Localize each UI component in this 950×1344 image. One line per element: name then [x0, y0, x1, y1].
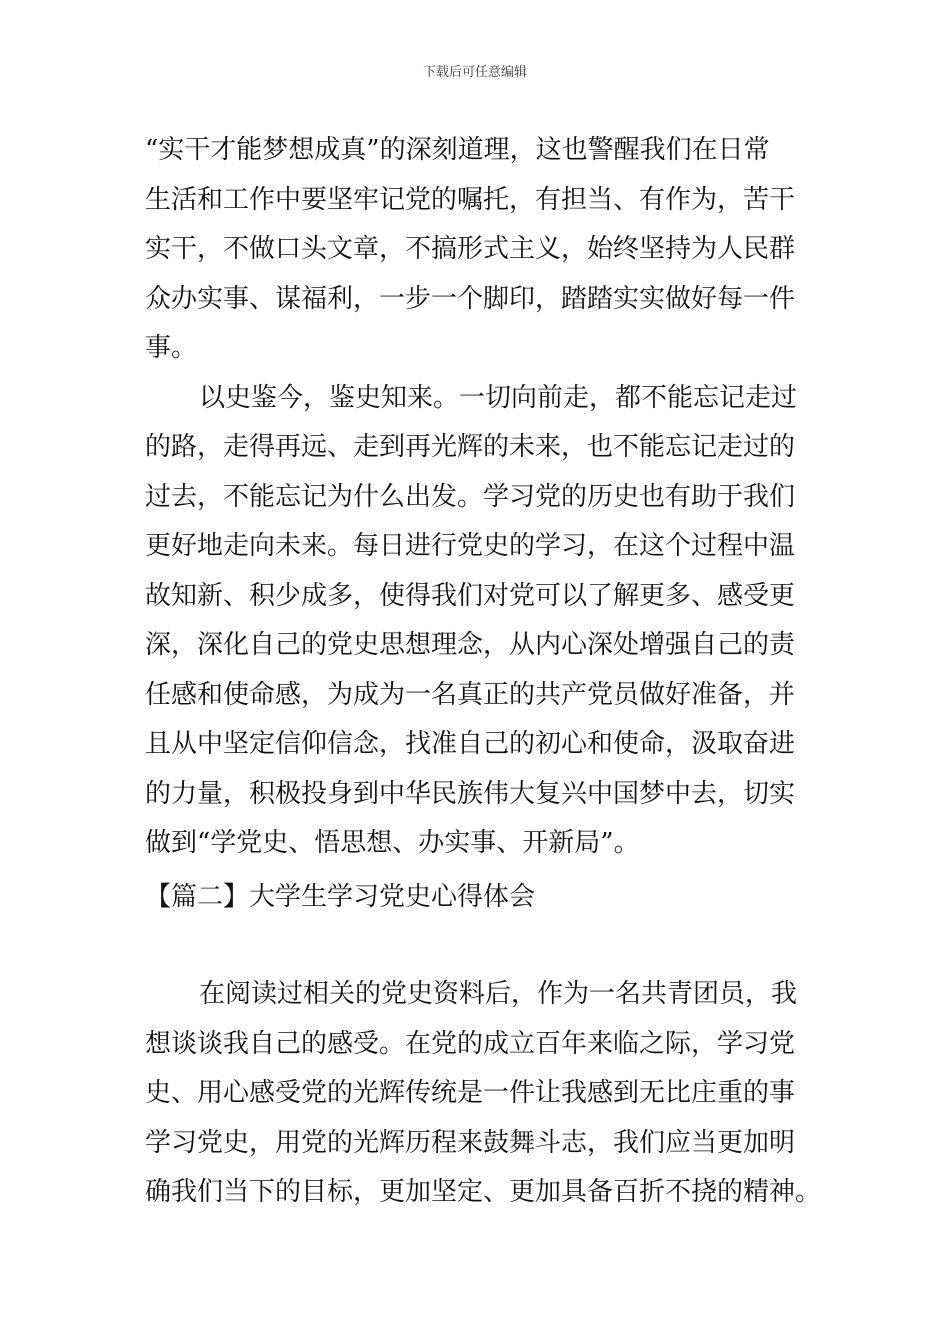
paragraph-group [145, 126, 810, 869]
text-line: 在阅读过相关的党史资料后，作为一名共青团员，我 [199, 979, 798, 1009]
text-line: 的路，走得再远、走到再光辉的未来，也不能忘记走过的 [145, 432, 796, 462]
text-line: 史、用心感受党的光辉传统是一件让我感到无比庄重的事 [145, 1078, 796, 1108]
text-line: 且从中坚定信仰信念，找准自己的初心和使命，汲取奋进 [145, 729, 796, 759]
text-line: “实干才能梦想成真”的深刻道理，这也警醒我们在日常 [145, 135, 770, 165]
text-line: 学习党史，用党的光辉历程来鼓舞斗志，我们应当更加明 [145, 1127, 796, 1158]
text-line: 事。 [145, 333, 198, 363]
text-line: 确我们当下的目标，更加坚定、更加具备百折不挠的精神。 [145, 1177, 822, 1207]
paragraph [145, 970, 822, 1218]
paragraph-group [145, 970, 822, 1218]
text-line: 实干，不做口头文章，不搞形式主义，始终坚持为人民群 [145, 234, 796, 264]
text-line: 生活和工作中要坚牢记党的嘱托，有担当、有作为，苦干 [145, 184, 796, 215]
section-heading: 【篇二】大学生学习党史心得体会 [145, 882, 536, 912]
text-line: 更好地走向未来。每日进行党史的学习，在这个过程中温 [145, 531, 796, 561]
text-line: 众办实事、谋福利，一步一个脚印，踏踏实实做好每一件 [145, 283, 796, 314]
paragraph [145, 374, 810, 869]
header-note: 下载后可任意编辑 [422, 65, 527, 80]
text-line: 深，深化自己的党史思想理念，从内心深处增强自己的责 [145, 630, 796, 660]
text-line: 故知新、积少成多，使得我们对党可以了解更多、感受更 [145, 580, 796, 611]
text-line: 任感和使命感，为成为一名真正的共产党员做好准备，并 [145, 679, 796, 710]
text-line: 的力量，积极投身到中华民族伟大复兴中国梦中去，切实 [145, 778, 796, 809]
text-line: 想谈谈我自己的感受。在党的成立百年来临之际，学习党 [145, 1028, 796, 1059]
text-line: 做到“学党史、悟思想、办实事、开新局”。 [145, 828, 640, 858]
text-line: 以史鉴今，鉴史知来。一切向前走，都不能忘记走过 [199, 382, 798, 413]
text-line: 过去，不能忘记为什么出发。学习党的历史也有助于我们 [145, 481, 796, 512]
paragraph [145, 126, 810, 374]
